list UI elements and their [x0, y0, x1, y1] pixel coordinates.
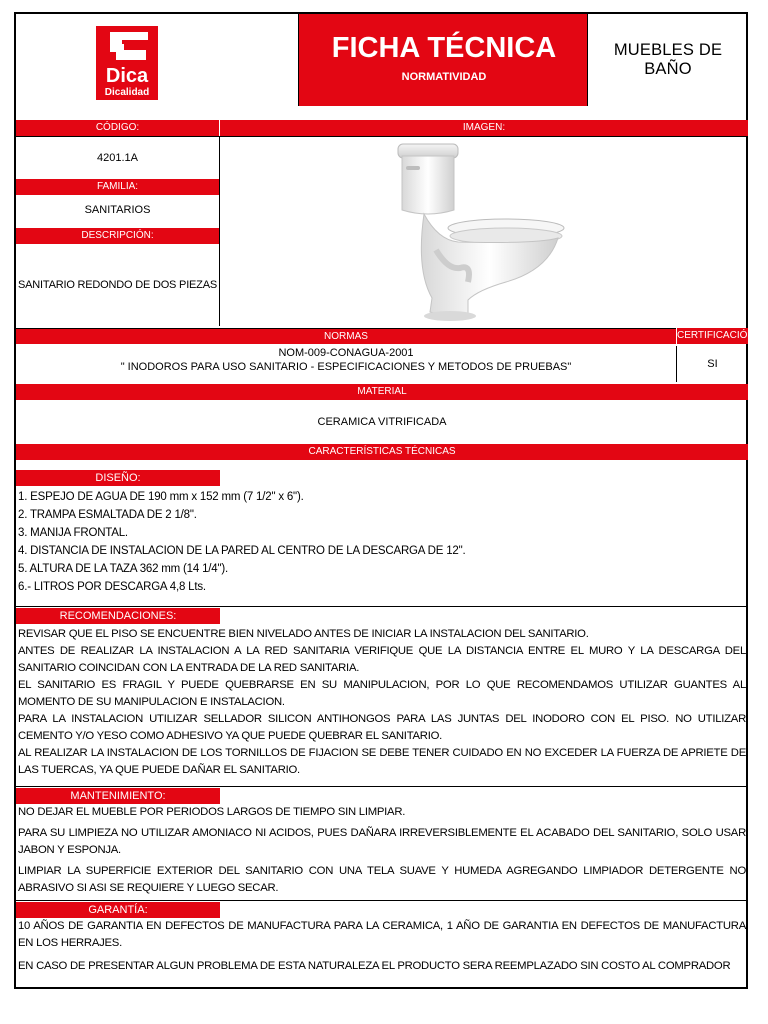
- page-title: FICHA TÉCNICA: [331, 32, 557, 64]
- design-item-5: 5. ALTURA DE LA TAZA 362 mm (14 1/4").: [18, 563, 228, 575]
- product-image: [388, 140, 568, 322]
- warranty-list: [16, 918, 748, 975]
- product-family: SANITARIOS: [84, 204, 151, 216]
- maintenance-item-1: NO DEJAR EL MUEBLE POR PERIODOS LARGOS DE TIEMPO SIN LIMPIAR.: [18, 806, 406, 818]
- logo-brand-text: Dica: [105, 65, 149, 87]
- recommendations-list: [16, 626, 748, 779]
- certification-label: CERTIFICACIÓN: [676, 328, 748, 344]
- tech-label: CARACTERÍSTICAS TÉCNICAS: [16, 444, 748, 460]
- description-label: DESCRIPCIÓN:: [16, 228, 219, 244]
- recommendations-label: RECOMENDACIONES:: [16, 608, 220, 624]
- design-item-3: 3. MANIJA FRONTAL.: [18, 527, 128, 539]
- design-label: DISEÑO:: [16, 470, 220, 486]
- category-label: MUEBLES DE BAÑO: [613, 41, 723, 78]
- page-subtitle: NORMATIVIDAD: [401, 71, 487, 83]
- maintenance-item-3: LIMPIAR LA SUPERFICIE EXTERIOR DEL SANITARIO CON UNA TELA SUAVE Y HUMEDA AGREGANDO LIMPIADOR DETERGENTE NO ABRASIVO SI ASI SE REQUIERE Y LUEGO SECAR.: [18, 865, 746, 894]
- title-cell: [298, 14, 588, 106]
- design-item-1: 1. ESPEJO DE AGUA DE 190 mm x 152 mm (7 1/2" x 6").: [18, 491, 304, 503]
- family-label: FAMILIA:: [16, 179, 219, 195]
- material-label: MATERIAL: [16, 384, 748, 400]
- product-description: SANITARIO REDONDO DE DOS PIEZAS: [18, 279, 217, 291]
- recommendation-1: REVISAR QUE EL PISO SE ENCUENTRE BIEN NIVELADO ANTES DE INICIAR LA INSTALACION DEL SANITARIO.: [18, 628, 589, 640]
- recommendation-5: AL REALIZAR LA INSTALACION DE LOS TORNILLOS DE FIJACION SE DEBE TENER CUIDADO EN NO EXCEDER LA FUERZA DE APRIETE DE LAS TUERCAS, YA QUE PUEDE DAÑAR EL SANITARIO.: [18, 747, 746, 776]
- logo-cell: [16, 14, 298, 106]
- maintenance-list: [16, 804, 748, 897]
- recommendation-4: PARA LA INSTALACION UTILIZAR SELLADOR SILICON ANTIHONGOS PARA LAS JUNTAS DEL INODORO CON EL PISO. NO UTILIZAR CEMENTO Y/O YESO COMO ADHESIVO YA QUE PUEDE QUEBRAR EL SANITARIO.: [18, 713, 746, 742]
- spec-sheet: [14, 12, 755, 989]
- design-item-2: 2. TRAMPA ESMALTADA DE 2 1/8".: [18, 509, 197, 521]
- material-value: CERAMICA VITRIFICADA: [317, 416, 447, 428]
- maintenance-label: MANTENIMIENTO:: [16, 788, 220, 804]
- image-label: IMAGEN:: [220, 120, 748, 136]
- certification-value: SI: [676, 346, 748, 382]
- norm-title: " INODOROS PARA USO SANITARIO - ESPECIFICACIONES Y METODOS DE PRUEBAS": [120, 361, 572, 373]
- warranty-divider: [16, 900, 748, 901]
- warranty-item-2: EN CASO DE PRESENTAR ALGUN PROBLEMA DE ESTA NATURALEZA EL PRODUCTO SERA REEMPLAZADO SIN COSTO AL COMPRADOR: [18, 960, 731, 972]
- logo-sub-text: Dicalidad: [104, 87, 150, 98]
- warranty-item-1: 10 AÑOS DE GARANTIA EN DEFECTOS DE MANUFACTURA PARA LA CERAMICA, 1 AÑO DE GARANTIA EN DEFECTOS DE MANUFACTURA EN LOS HERRAJES.: [18, 920, 746, 949]
- norms-label: NORMAS: [16, 328, 676, 344]
- recommendation-2: ANTES DE REALIZAR LA INSTALACION A LA RED SANITARIA VERIFIQUE QUE LA DISTANCIA ENTRE EL MURO Y LA DESCARGA DEL SANITARIO COINCIDAN CON LA ENTRADA DE LA RED SANITARIA.: [18, 645, 746, 674]
- norm-code: NOM-009-CONAGUA-2001: [278, 347, 414, 359]
- design-item-6: 6.- LITROS POR DESCARGA 4,8 Lts.: [18, 581, 206, 593]
- norm-text: [16, 346, 676, 382]
- code-label: CÓDIGO:: [16, 120, 219, 136]
- recommendations-divider: [16, 606, 748, 607]
- warranty-label: GARANTÍA:: [16, 902, 220, 918]
- product-code: 4201.1A: [97, 152, 138, 164]
- category-cell: [588, 14, 748, 106]
- design-list: [18, 488, 746, 596]
- dica-logo: [96, 26, 158, 100]
- maintenance-item-2: PARA SU LIMPIEZA NO UTILIZAR AMONIACO NI ACIDOS, PUES DAÑARA IRREVERSIBLEMENTE EL ACABADO DEL SANITARIO, SOLO USAR JABON Y ESPONJA.: [18, 827, 746, 856]
- design-item-4: 4. DISTANCIA DE INSTALACION DE LA PARED AL CENTRO DE LA DESCARGA DE 12".: [18, 545, 466, 557]
- maintenance-divider: [16, 786, 748, 787]
- recommendation-3: EL SANITARIO ES FRAGIL Y PUEDE QUEBRARSE EN SU MANIPULACION, POR LO QUE RECOMENDAMOS UTILIZAR GUANTES AL MOMENTO DE SU MANIPULACION E INSTALACION.: [18, 679, 746, 708]
